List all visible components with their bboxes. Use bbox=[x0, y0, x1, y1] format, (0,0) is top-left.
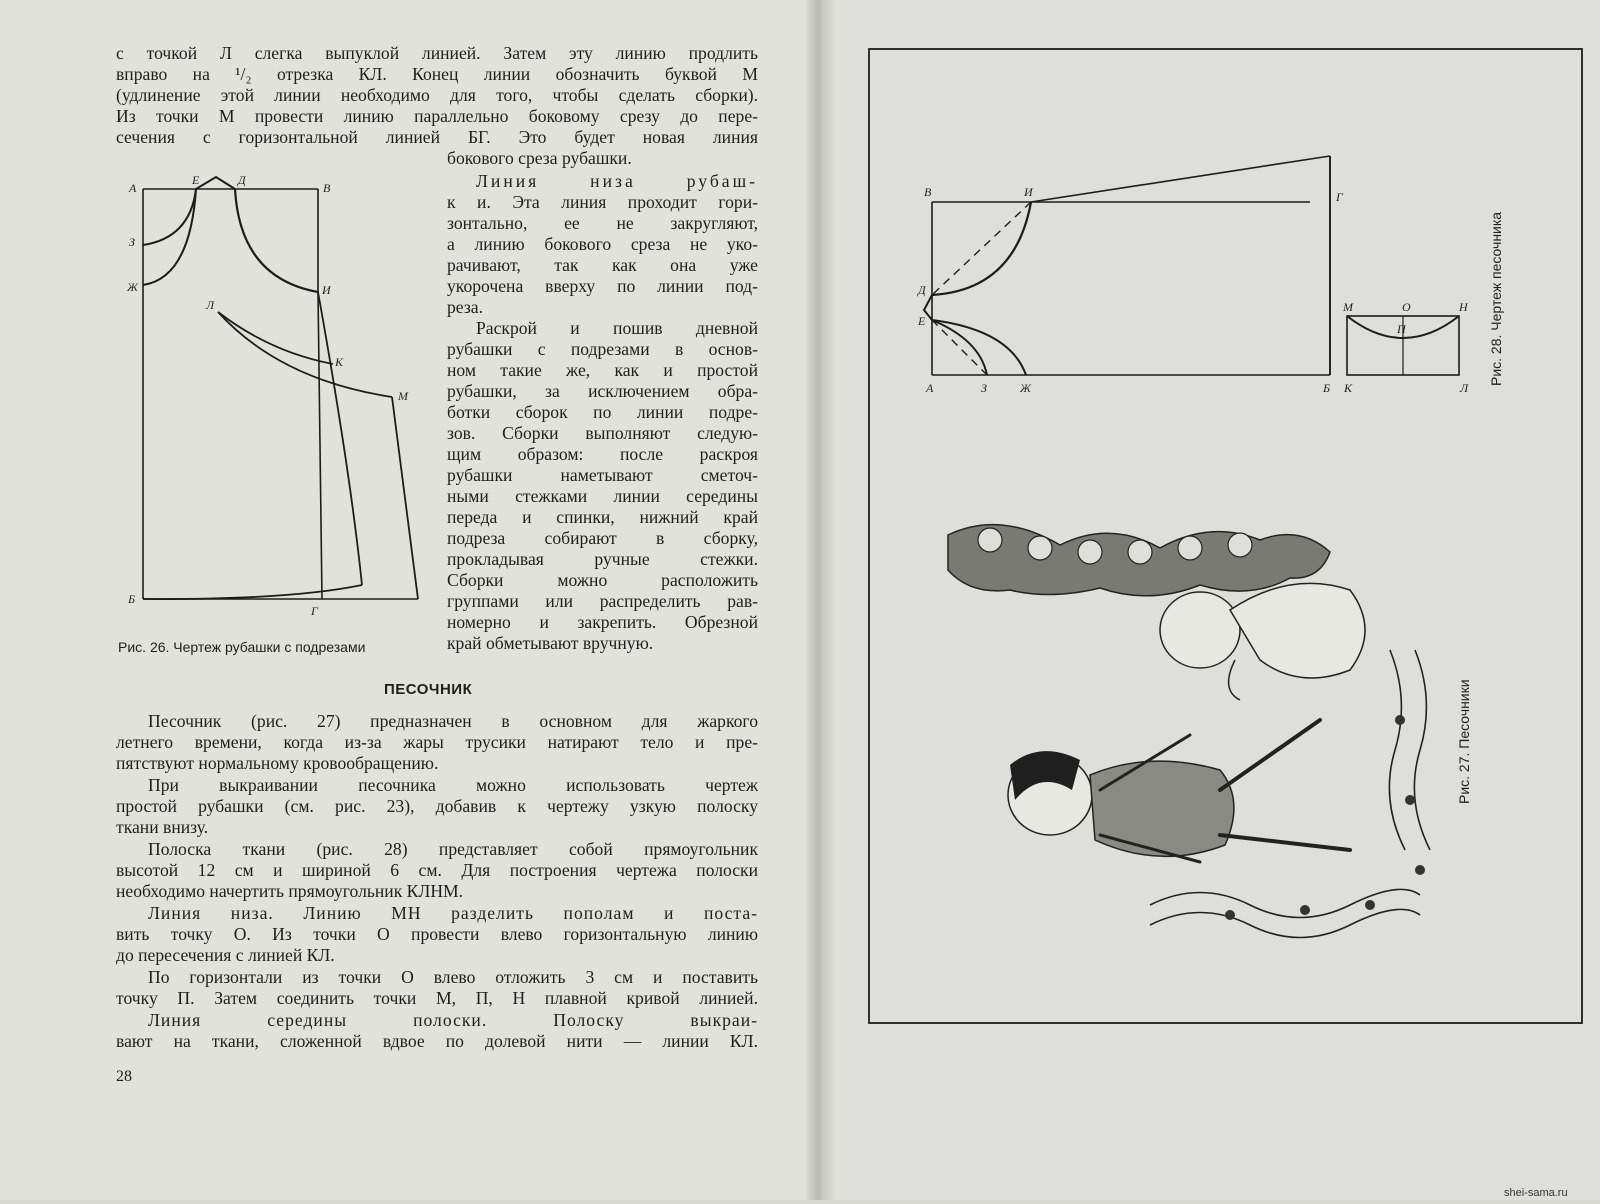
fig26-armhole bbox=[235, 189, 318, 292]
side-column-line: рубашки наметывают сметоч- bbox=[447, 465, 758, 485]
text-line: Полоска ткани (рис. 28) представляет собой прямоугольник bbox=[148, 839, 758, 859]
fig28-label: Н bbox=[1459, 300, 1468, 314]
side-column-line: рубашки, за исключением обра- bbox=[447, 381, 758, 401]
side-column-line: Сборки можно расположить bbox=[447, 570, 758, 590]
figure28-caption: Рис. 28. Чертеж песочника bbox=[1488, 211, 1504, 386]
side-column-line: ными стежками линии середины bbox=[447, 486, 758, 506]
text-line: Линия середины полоски. Полоску выкраи- bbox=[148, 1010, 758, 1030]
side-column-line: прокладывая ручные стежки. bbox=[447, 549, 758, 569]
text-line: (удлинение этой линии необходимо для того, чтобы сделать сборки). bbox=[116, 85, 758, 105]
fig26-curve-lk bbox=[218, 312, 333, 364]
side-column-line: группами или распределить рав- bbox=[447, 591, 758, 611]
side-column-line: а линию бокового среза не уко- bbox=[447, 234, 758, 254]
text-line: При выкраивании песочника можно использовать чертеж bbox=[148, 775, 758, 795]
side-column-line: к и. Эта линия проходит гори- bbox=[447, 192, 758, 212]
child-body-2 bbox=[1090, 761, 1234, 856]
text-line: бокового среза рубашки. bbox=[447, 148, 632, 168]
text-line: простой рубашки (см. рис. 23), добавив к чертежу узкую полоску bbox=[116, 796, 758, 816]
text-line: летнего времени, когда из-за жары трусики натирают тело и пре- bbox=[116, 732, 758, 752]
text-line: Песочник (рис. 27) предназначен в основном для жаркого bbox=[148, 711, 758, 731]
page-number: 28 bbox=[116, 1068, 132, 1085]
fig28-slant-top bbox=[1031, 156, 1330, 202]
fig26-label: И bbox=[322, 283, 331, 297]
fig28-label: З bbox=[981, 381, 987, 395]
fig28-neckline-front bbox=[932, 320, 987, 375]
text-line: вить точку О. Из точки О провести влево горизонтальную линию bbox=[116, 924, 758, 944]
fig26-label: А bbox=[129, 181, 137, 195]
text-line: Линия низа. Линию МН разделить пополам и поста- bbox=[148, 903, 758, 923]
side-column-line: Линия низа рубаш- bbox=[476, 171, 758, 191]
fig28-label: Г bbox=[1336, 190, 1343, 204]
text-line: вправо на ¹/₂ отрезка КЛ. Конец линии обозначить буквой М bbox=[116, 64, 758, 84]
fig26-label: В bbox=[323, 181, 331, 195]
text-line: с точкой Л слегка выпуклой линией. Затем эту линию продлить bbox=[116, 43, 758, 63]
fig26-label: Ж bbox=[127, 280, 138, 294]
side-column-line: зонтально, ее не закругляют, bbox=[447, 213, 758, 233]
child-body-1 bbox=[1230, 583, 1365, 678]
side-column-line-bold-start: Раскрой и пошив дневной bbox=[476, 318, 758, 338]
figure26-drawing bbox=[143, 177, 418, 599]
side-column-line: край обметывают вручную. bbox=[447, 633, 654, 653]
figure27-caption: Рис. 27. Песочники bbox=[1456, 679, 1472, 804]
fig26-hem-curve bbox=[143, 585, 362, 599]
fig26-label: Б bbox=[128, 592, 136, 606]
side-column-line: подреза собирают в сборку, bbox=[447, 528, 758, 548]
fig26-label: Г bbox=[311, 604, 318, 618]
text-line: вают на ткани, сложенной вдвое по долевой нити — линии КЛ. bbox=[116, 1031, 758, 1051]
side-column-line: рачивают, так как она уже bbox=[447, 255, 758, 275]
fig28-neckline-back bbox=[932, 320, 1026, 375]
text-line: пятствуют нормальному кровообращению. bbox=[116, 753, 439, 773]
side-column-line: зов. Сборки выполняют следую- bbox=[447, 423, 758, 443]
text-line: ткани внизу. bbox=[116, 817, 209, 837]
fig28-label: А bbox=[926, 381, 934, 395]
fig26-right-line bbox=[318, 189, 322, 599]
fig26-label: Д bbox=[238, 173, 246, 187]
fig28-label: Е bbox=[918, 314, 926, 328]
side-column-line: укорочена вверху по линии под- bbox=[447, 276, 758, 296]
fig28-label: Ж bbox=[1020, 381, 1031, 395]
fig28-label: Б bbox=[1323, 381, 1331, 395]
text-line: до пересечения с линией КЛ. bbox=[116, 945, 335, 965]
fig26-label: К bbox=[335, 355, 343, 369]
fig26-neck-top bbox=[196, 177, 235, 189]
text-line: Из точки М провести линию параллельно боковому срезу до пере- bbox=[116, 106, 758, 126]
text-line: необходимо начертить прямоугольник КЛНМ. bbox=[116, 881, 464, 901]
fig26-label: Л bbox=[206, 298, 215, 312]
figure27-illustration bbox=[948, 525, 1430, 938]
fig26-curve-lm bbox=[218, 312, 392, 397]
text-line: точку П. Затем соединить точки М, П, Н плавной кривой линией. bbox=[116, 988, 758, 1008]
text-line: сечения с горизонтальной линией БГ. Это будет новая линия bbox=[116, 127, 758, 147]
fig28-label: Д bbox=[918, 283, 926, 297]
fig28-label: П bbox=[1397, 322, 1406, 336]
side-column-line: реза. bbox=[447, 297, 483, 317]
fig26-label: Е bbox=[192, 173, 200, 187]
fig28-label: И bbox=[1024, 185, 1033, 199]
side-column-line: ном такие же, как и простой bbox=[447, 360, 758, 380]
fig26-label: З bbox=[129, 235, 135, 249]
side-column-line: щим образом: после раскроя bbox=[447, 444, 758, 464]
fig28-label: В bbox=[924, 185, 932, 199]
child-head-1 bbox=[1160, 592, 1240, 668]
fig26-label: М bbox=[398, 389, 408, 403]
side-column-line: переда и спинки, нижний край bbox=[447, 507, 758, 527]
fig28-label: Л bbox=[1460, 381, 1469, 395]
section-title: ПЕСОЧНИК bbox=[384, 681, 473, 698]
child-legs-2 bbox=[1220, 720, 1350, 850]
fig28-label: М bbox=[1343, 300, 1353, 314]
side-column-line: рубашки с подрезами в основ- bbox=[447, 339, 758, 359]
fig26-side-curve bbox=[318, 292, 362, 585]
fig28-label: К bbox=[1344, 381, 1352, 395]
fig28-label: О bbox=[1402, 300, 1411, 314]
side-column-line: ботки сборок по линии подре- bbox=[447, 402, 758, 422]
watermark: shei-sama.ru bbox=[1504, 1187, 1568, 1199]
fig28-dashed-neck bbox=[932, 320, 987, 375]
text-line: По горизонтали из точки О влево отложить 3 см и поставить bbox=[148, 967, 758, 987]
text-line: высотой 12 см и шириной 6 см. Для построения чертежа полоски bbox=[116, 860, 758, 880]
fig26-new-side bbox=[392, 397, 418, 599]
figure26-caption: Рис. 26. Чертеж рубашки с подрезами bbox=[118, 639, 366, 655]
side-column-line: номерно и закрепить. Обрезной bbox=[447, 612, 758, 632]
